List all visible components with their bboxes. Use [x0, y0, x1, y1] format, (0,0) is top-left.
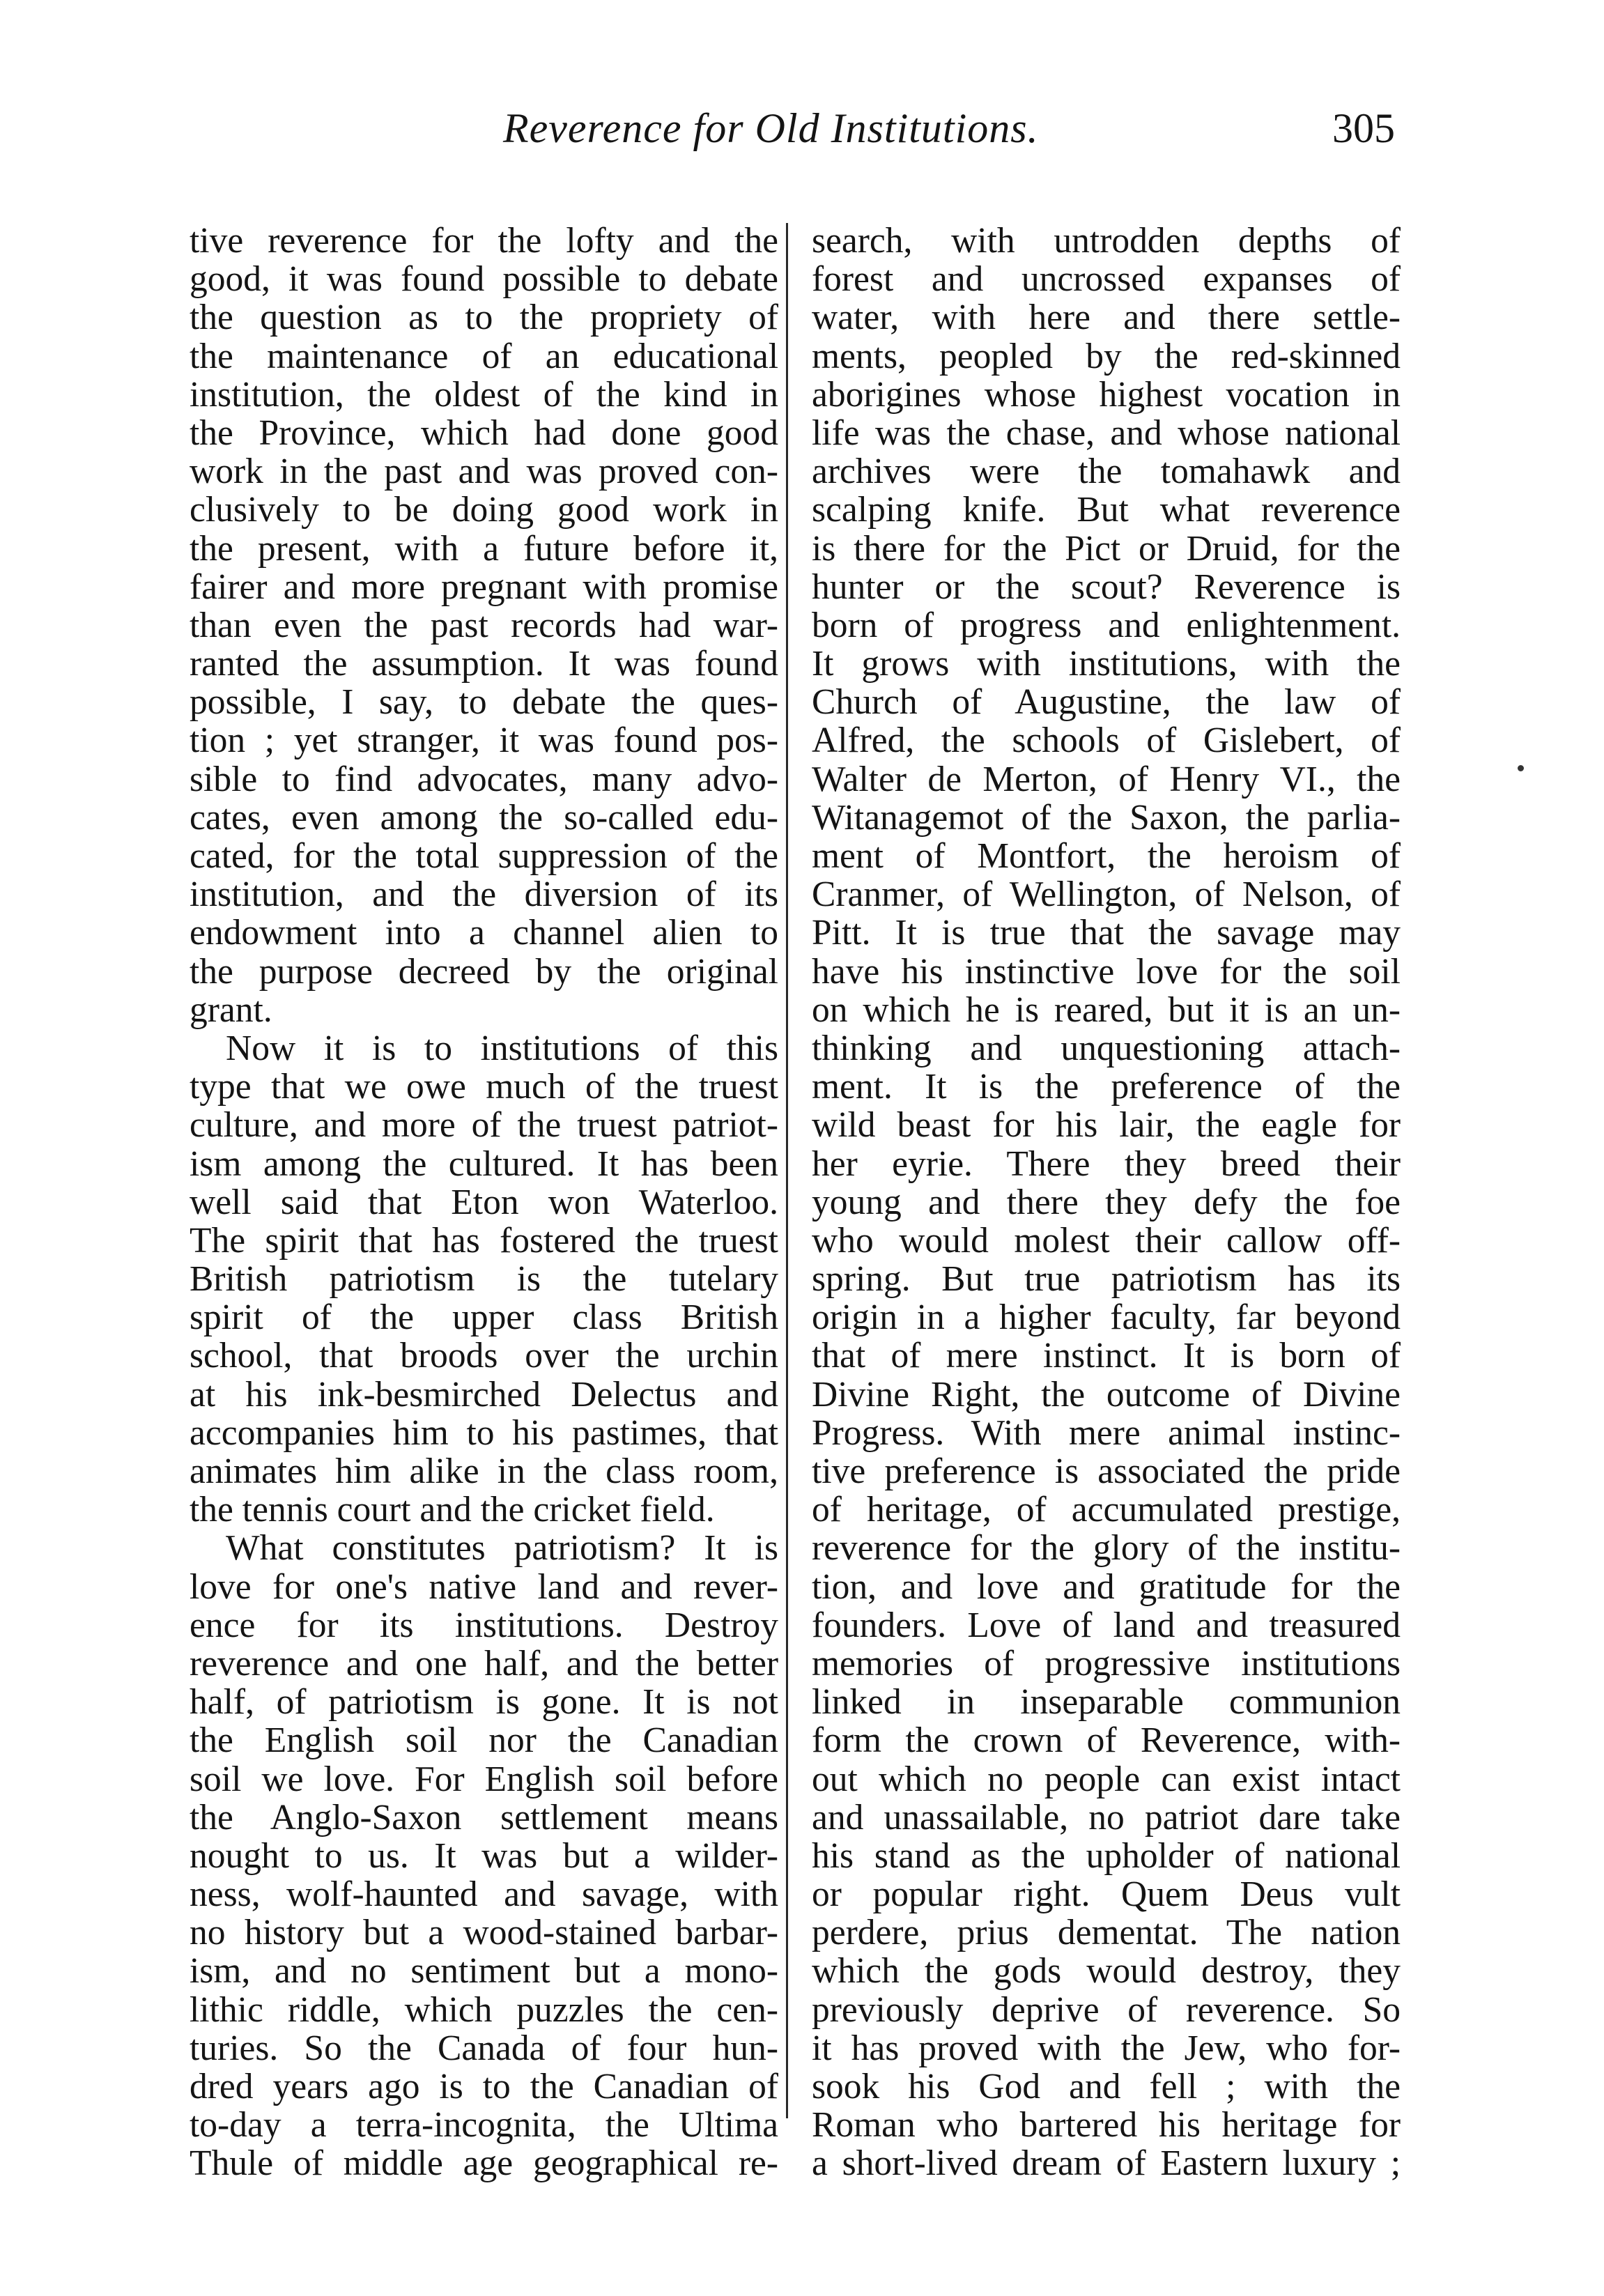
text-line: of heritage, of accumulated prestige,	[812, 1490, 1401, 1530]
text-line: perdere, prius dementat. The nation	[812, 1913, 1401, 1952]
text-line: good, it was found possible to debate	[190, 260, 778, 299]
text-line: born of progress and enlightenment.	[812, 606, 1401, 645]
text-line: is there for the Pict or Druid, for the	[812, 529, 1401, 568]
text-line: lithic riddle, which puzzles the cen-	[190, 1990, 778, 2029]
text-line: ism, and no sentiment but a mono-	[190, 1952, 778, 1991]
text-line: his stand as the upholder of national	[812, 1836, 1401, 1876]
text-line: on which he is reared, but it is an un-	[812, 990, 1401, 1029]
text-line: a short-lived dream of Eastern luxury ;	[812, 2144, 1401, 2183]
text-line: nought to us. It was but a wilder-	[190, 1836, 778, 1876]
ink-speck	[1518, 765, 1524, 771]
paragraph-end-line: the tennis court and the cricket field.	[190, 1490, 715, 1530]
text-line: Progress. With mere animal instinc-	[812, 1413, 1401, 1452]
text-line: well said that Eton won Waterloo.	[190, 1182, 778, 1222]
paragraph-end-line: grant.	[190, 990, 272, 1029]
text-line: aborigines whose highest vocation in	[812, 375, 1401, 414]
text-line: possible, I say, to debate the ques-	[190, 683, 778, 722]
text-line: memories of progressive institutions	[812, 1644, 1401, 1684]
text-line: at his ink-besmirched Delectus and	[190, 1375, 778, 1414]
text-line: It grows with institutions, with the	[812, 645, 1401, 684]
text-line: reverence for the glory of the institu-	[812, 1529, 1401, 1568]
text-line: ness, wolf-haunted and savage, with	[190, 1875, 778, 1914]
text-line: ism among the cultured. It has been	[190, 1144, 778, 1183]
text-line: ment of Montfort, the heroism of	[812, 837, 1401, 876]
text-line: love for one's native land and rever-	[190, 1567, 778, 1606]
text-line: endowment into a channel alien to	[190, 914, 778, 953]
text-line: thinking and unquestioning attach-	[812, 1028, 1401, 1068]
text-line: to-day a terra-incognita, the Ultima	[190, 2106, 778, 2145]
text-line: who would molest their callow off-	[812, 1221, 1401, 1261]
text-line: or popular right. Quem Deus vult	[812, 1875, 1401, 1914]
text-line: tion, and love and gratitude for the	[812, 1567, 1401, 1606]
text-line: than even the past records had war-	[190, 606, 778, 645]
text-line: it has proved with the Jew, who for-	[812, 2028, 1401, 2067]
text-line: dred years ago is to the Canadian of	[190, 2067, 778, 2106]
text-line: hunter or the scout? Reverence is	[812, 567, 1401, 606]
text-line: spring. But true patriotism has its	[812, 1260, 1401, 1299]
text-line: school, that broods over the urchin	[190, 1336, 778, 1376]
left-column	[190, 222, 778, 2183]
text-line: Cranmer, of Wellington, of Nelson, of	[812, 875, 1401, 914]
text-line: sible to find advocates, many advo-	[190, 760, 778, 799]
text-line: reverence and one half, and the better	[190, 1644, 778, 1684]
text-line: archives were the tomahawk and	[812, 452, 1401, 491]
text-line: Alfred, the schools of Gislebert, of	[812, 721, 1401, 760]
text-line: Roman who bartered his heritage for	[812, 2106, 1401, 2145]
text-line: cated, for the total suppression of the	[190, 837, 778, 876]
text-line: Divine Right, the outcome of Divine	[812, 1375, 1401, 1414]
right-column	[812, 222, 1401, 2183]
text-line: half, of patriotism is gone. It is not	[190, 1683, 778, 1722]
text-line: institution, and the diversion of its	[190, 875, 778, 914]
text-line: the Province, which had done good	[190, 413, 778, 453]
text-line: founders. Love of land and treasured	[812, 1605, 1401, 1644]
paragraph-start-line: Now it is to institutions of this	[226, 1028, 778, 1068]
text-line: young and there they defy the foe	[812, 1182, 1401, 1222]
text-line: ence for its institutions. Destroy	[190, 1605, 778, 1644]
text-line: animates him alike in the class room,	[190, 1452, 778, 1491]
text-line: water, with here and there settle-	[812, 298, 1401, 337]
text-line: turies. So the Canada of four hun-	[190, 2028, 778, 2067]
text-line: Witanagemot of the Saxon, the parlia-	[812, 798, 1401, 837]
text-line: wild beast for his lair, the eagle for	[812, 1106, 1401, 1145]
text-line: linked in inseparable communion	[812, 1683, 1401, 1722]
text-line: her eyrie. There they breed their	[812, 1144, 1401, 1183]
text-line: Thule of middle age geographical re-	[190, 2144, 778, 2183]
text-line: ranted the assumption. It was found	[190, 645, 778, 684]
text-line: ment. It is the preference of the	[812, 1068, 1401, 1107]
text-line: the present, with a future before it,	[190, 529, 778, 568]
text-line: which the gods would destroy, they	[812, 1952, 1401, 1991]
text-line: out which no people can exist intact	[812, 1759, 1401, 1798]
text-line: the maintenance of an educational	[190, 337, 778, 376]
text-line: life was the chase, and whose national	[812, 413, 1401, 453]
text-line: tion ; yet stranger, it was found pos-	[190, 721, 778, 760]
text-line: form the crown of Reverence, with-	[812, 1721, 1401, 1760]
text-line: origin in a higher faculty, far beyond	[812, 1298, 1401, 1337]
text-line: previously deprive of reverence. So	[812, 1990, 1401, 2029]
text-line: the English soil nor the Canadian	[190, 1721, 778, 1760]
text-line: ments, peopled by the red-skinned	[812, 337, 1401, 376]
text-line: no history but a wood-stained barbar-	[190, 1913, 778, 1952]
text-line: fairer and more pregnant with promise	[190, 567, 778, 606]
text-line: institution, the oldest of the kind in	[190, 375, 778, 414]
text-line: scalping knife. But what reverence	[812, 491, 1401, 530]
running-title: Reverence for Old Institutions.	[503, 105, 1039, 151]
text-line: spirit of the upper class British	[190, 1298, 778, 1337]
running-head	[183, 105, 1395, 167]
text-line: British patriotism is the tutelary	[190, 1260, 778, 1299]
text-line: work in the past and was proved con-	[190, 452, 778, 491]
text-line: cates, even among the so-called edu-	[190, 798, 778, 837]
paragraph-start-line: What constitutes patriotism? It is	[226, 1529, 778, 1568]
text-line: soil we love. For English soil before	[190, 1759, 778, 1798]
text-line: that of mere instinct. It is born of	[812, 1336, 1401, 1376]
text-line: the purpose decreed by the original	[190, 952, 778, 991]
page-number: 305	[1332, 105, 1395, 151]
column-divider	[786, 223, 788, 2118]
text-line: accompanies him to his pastimes, that	[190, 1413, 778, 1452]
text-line: the Anglo-Saxon settlement means	[190, 1798, 778, 1837]
text-line: and unassailable, no patriot dare take	[812, 1798, 1401, 1837]
text-line: the question as to the propriety of	[190, 298, 778, 337]
text-line: The spirit that has fostered the truest	[190, 1221, 778, 1261]
text-line: sook his God and fell ; with the	[812, 2067, 1401, 2106]
text-line: forest and uncrossed expanses of	[812, 260, 1401, 299]
text-line: Church of Augustine, the law of	[812, 683, 1401, 722]
text-line: Pitt. It is true that the savage may	[812, 914, 1401, 953]
text-line: clusively to be doing good work in	[190, 491, 778, 530]
text-line: type that we owe much of the truest	[190, 1068, 778, 1107]
text-line: tive reverence for the lofty and the	[190, 222, 778, 261]
text-line: Walter de Merton, of Henry VI., the	[812, 760, 1401, 799]
text-line: search, with untrodden depths of	[812, 222, 1401, 261]
text-line: have his instinctive love for the soil	[812, 952, 1401, 991]
text-line: tive preference is associated the pride	[812, 1452, 1401, 1491]
text-line: culture, and more of the truest patriot-	[190, 1106, 778, 1145]
